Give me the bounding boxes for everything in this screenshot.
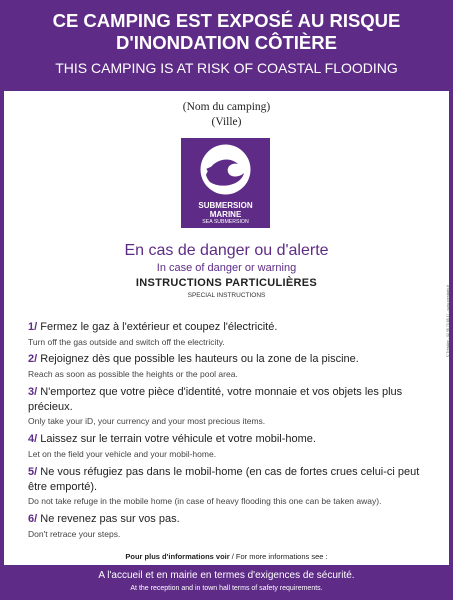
header-title-fr: CE CAMPING EST EXPOSÉ AU RISQUE D'INONDATION CÔTIÈRE [52, 10, 401, 53]
more-info-fr: Pour plus d'informations voir [125, 552, 230, 561]
item-text-fr: Ne vous réfugiez pas dans le mobil-home (en cas de fortes crues celui-ci peut être emporté). [28, 466, 420, 493]
item-number: 2/ [28, 353, 38, 365]
item-text-en: Only take your iD, your currency and your most precious items. [28, 416, 266, 426]
item-number: 4/ [28, 433, 38, 445]
danger-title-fr: En cas de danger ou d'alerte [124, 242, 329, 259]
item-text-fr: Laissez sur le terrain votre véhicule et votre mobil-home. [40, 433, 316, 445]
footer-banner [0, 565, 453, 600]
item-text-fr: N'emportez que votre pièce d'identité, votre monnaie et vos objets les plus précieux. [28, 386, 403, 413]
logo-label-fr: SUBMERSION MARINE [198, 201, 253, 219]
instruction-item [28, 432, 428, 460]
item-text-fr: Fermez le gaz à l'extérieur et coupez l'électricité. [40, 321, 278, 333]
header-title-en: THIS CAMPING IS AT RISK OF COASTAL FLOODING [55, 60, 398, 76]
side-credit [438, 260, 448, 360]
sea-submersion-logo [181, 138, 270, 228]
footer-line-en: At the reception and in town hall terms of safety requirements. [130, 585, 323, 592]
item-number: 5/ [28, 466, 38, 478]
camping-name: (Nom du camping) [182, 101, 271, 113]
more-info-en: / For more informations see : [229, 552, 328, 561]
item-text-fr: Rejoignez dès que possible les hauteurs ou la zone de la piscine. [40, 353, 359, 365]
item-text-en: Let on the field your vehicle and your mobil-home. [28, 448, 217, 459]
item-text-en: Do not take refuge in the mobile home (in case of heavy flooding this one can be taken away). [28, 496, 382, 506]
instruction-item [28, 512, 428, 540]
instruction-item [28, 385, 428, 427]
instructions-heading: INSTRUCTIONS PARTICULIÈRES [135, 277, 318, 289]
side-credit-text: © Trésdale - 02 96 70 88 47 - www.prestigeb.fr [446, 284, 450, 357]
wave-icon [198, 142, 253, 197]
item-number: 3/ [28, 386, 38, 398]
item-text-fr: Ne revenez pas sur vos pas. [40, 513, 180, 525]
instruction-item [28, 320, 428, 348]
header-banner [0, 0, 453, 91]
item-text-en: Don't retrace your steps. [28, 528, 121, 539]
danger-title-en: In case of danger or warning [156, 262, 297, 274]
item-number: 6/ [28, 513, 38, 525]
item-text-en: Turn off the gas outside and switch off the electricity. [28, 336, 225, 347]
instruction-item [28, 465, 428, 507]
instructions-heading-en: SPECIAL INSTRUCTIONS [187, 292, 266, 299]
item-number: 1/ [28, 321, 38, 333]
more-info [0, 552, 453, 561]
item-text-en: Reach as soon as possible the heights or the pool area. [28, 368, 238, 379]
instruction-item [28, 352, 428, 380]
camping-city: (Ville) [211, 116, 242, 128]
logo-label-en: SEA SUBMERSION [202, 219, 249, 225]
footer-line-fr: A l'accueil et en mairie en termes d'exigences de sécurité. [98, 570, 355, 581]
